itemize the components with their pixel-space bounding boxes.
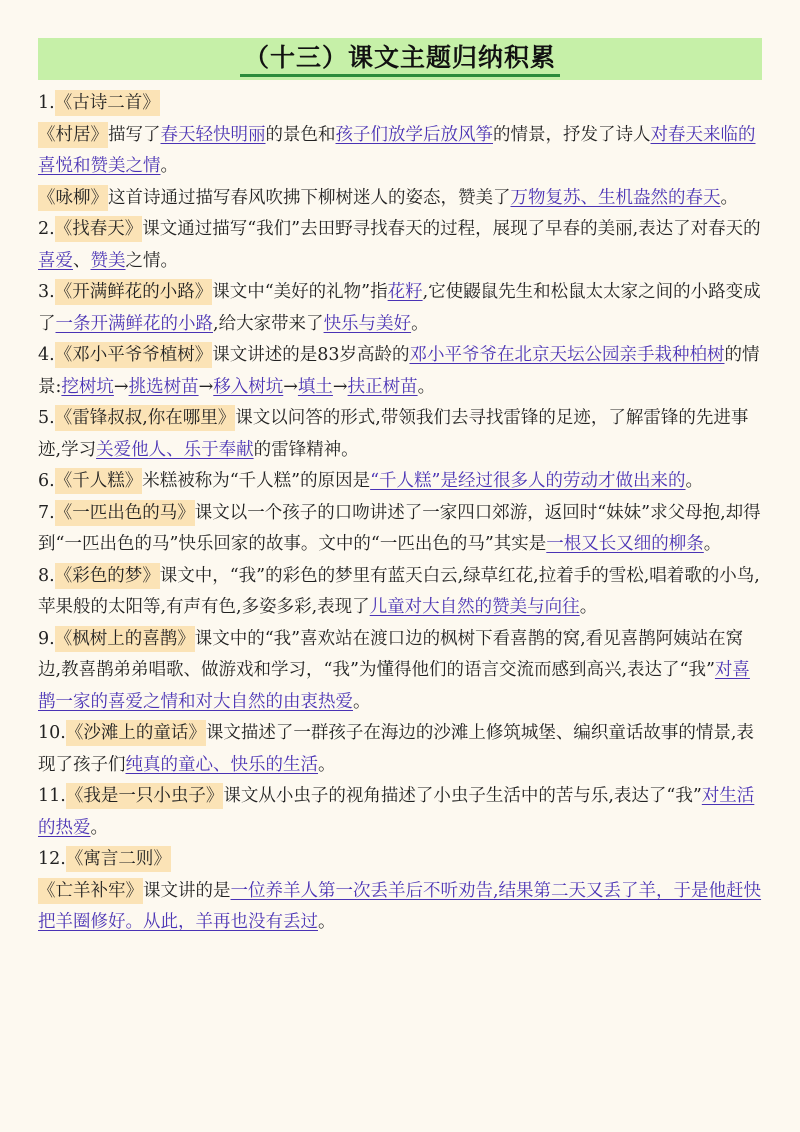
body-text: 课文讲述的是83岁高龄的	[212, 345, 410, 365]
lesson-title: 《亡羊补牢》	[38, 878, 143, 904]
body-text: 课文以一个孩子的口吻讲述了一家四口郊游，返回时“妹妹”求父母抱,却得到“一匹出色的马”快乐回家的故事。文中的“一匹出色的马”其实是	[38, 502, 761, 554]
body-text: 7.	[38, 502, 55, 523]
body-text: 。	[720, 187, 738, 208]
body-text: 1.	[38, 93, 55, 113]
key-phrase: 对生活的热爱	[38, 786, 755, 838]
key-phrase: 扶正树苗	[347, 376, 418, 397]
summary-paragraph	[38, 624, 762, 719]
key-phrase: “千人糕”是经过很多人的劳动才做出来的	[370, 471, 686, 491]
key-phrase: 纯真的童心、快乐的生活	[125, 754, 318, 775]
lesson-title: 《找春天》	[55, 216, 143, 242]
lesson-title: 《我是一只小虫子》	[66, 783, 224, 809]
body-text: 10.	[38, 723, 66, 743]
key-phrase: 花籽	[387, 282, 423, 302]
body-text: 。	[353, 691, 371, 712]
body-text: 的景色和	[265, 124, 336, 145]
body-text: 。	[417, 376, 436, 397]
key-phrase: 儿童对大自然的赞美与向往	[369, 597, 580, 617]
section-heading	[38, 88, 762, 120]
summary-paragraph	[38, 214, 762, 277]
body-text: 之情。	[125, 250, 178, 271]
summary-paragraph	[38, 120, 762, 183]
key-phrase: 万物复苏、生机盎然的春天	[510, 187, 721, 208]
body-text: 课文描述了一群孩子在海边的沙滩上修筑城堡、编织童话故事的情景,表现了孩子们	[38, 723, 754, 775]
key-phrase: 邓小平爷爷在北京天坛公园亲手栽种柏树	[409, 345, 725, 365]
body-text: 课文从小虫子的视角描述了小虫子生活中的苦与乐,表达了“我”	[223, 786, 702, 806]
key-phrase: 孩子们放学后放风筝	[335, 124, 493, 145]
summary-paragraph	[38, 183, 762, 215]
key-phrase: 赞美	[90, 250, 126, 271]
key-phrase: 挖树坑	[61, 376, 114, 397]
body-text: 的情景:	[38, 345, 760, 397]
body-text: 。	[160, 156, 178, 176]
body-text: 。	[318, 912, 336, 932]
lesson-title: 《咏柳》	[38, 185, 108, 211]
key-phrase: 移入树坑	[213, 376, 284, 397]
body-text: 课文中“美好的礼物”指	[212, 282, 388, 302]
body-text: 。	[318, 754, 336, 775]
key-phrase: 对春天来临的喜悦和赞美之情	[38, 124, 756, 176]
body-text: →	[283, 376, 298, 397]
key-phrase: 挑选树苗	[128, 376, 199, 397]
body-text: →	[113, 376, 129, 397]
key-phrase: 一位养羊人第一次丢羊后不听劝告,结果第二天又丢了羊，于是他赶快把羊圈修好。从此，羊再也没有丢过	[38, 880, 762, 932]
body-text: →	[332, 376, 348, 397]
lesson-title: 《枫树上的喜鹊》	[55, 626, 195, 652]
lesson-title: 《村居》	[38, 122, 108, 148]
body-text: 5.	[38, 408, 55, 428]
lesson-title: 《千人糕》	[55, 468, 143, 494]
summary-paragraph	[38, 277, 762, 340]
summary-paragraph	[38, 876, 762, 939]
key-phrase: 一条开满鲜花的小路	[55, 313, 213, 334]
key-phrase: 对喜鹊一家的喜爱之情和对大自然的由衷热爱	[38, 660, 750, 712]
lesson-title: 《邓小平爷爷植树》	[55, 342, 213, 368]
body-text: 12.	[38, 849, 66, 869]
summary-paragraph	[38, 561, 762, 624]
body-text: 的雷锋精神。	[253, 439, 359, 460]
key-phrase: 春天轻快明丽	[160, 124, 266, 145]
key-phrase: 一根又长又细的柳条	[546, 534, 704, 554]
key-phrase: 喜爱	[38, 250, 73, 271]
body-text: ,它使鼹鼠先生和松鼠太太家之间的小路变成了	[38, 282, 761, 334]
body-text: 。	[411, 313, 429, 334]
page-title: （十三）课文主题归纳积累	[240, 42, 560, 77]
key-phrase: 快乐与美好	[323, 313, 412, 334]
body-text: 6.	[38, 471, 55, 491]
body-text: →	[198, 376, 214, 397]
body-text: 课文中的“我”喜欢站在渡口边的枫树下看喜鹊的窝,看见喜鹊阿姨站在窝边,教喜鹊弟弟唱歌、做游戏和学习，“我”为懂得他们的语言交流而感到高兴,表达了“我”	[38, 628, 744, 680]
body-text: 3.	[38, 282, 55, 302]
body-text: 。	[579, 597, 598, 617]
lesson-title: 《沙滩上的童话》	[66, 720, 206, 746]
body-text: ,给大家带来了	[213, 313, 324, 334]
body-text: 8.	[38, 565, 55, 586]
body-text: 这首诗通过描写春风吹拂下柳树迷人的姿态，赞美了	[108, 187, 511, 208]
body-text: 米糕被称为“千人糕”的原因是	[142, 471, 371, 491]
summary-paragraph	[38, 403, 762, 466]
body-text: 课文讲的是	[143, 880, 231, 901]
body-text: 描写了	[108, 124, 161, 145]
lesson-title: 《彩色的梦》	[55, 563, 160, 589]
key-phrase: 关爱他人、乐于奉献	[96, 439, 254, 460]
lesson-title: 《寓言二则》	[66, 846, 171, 872]
summary-paragraph	[38, 466, 762, 498]
body-text: 课文中，“我”的彩色的梦里有蓝天白云,绿草红花,拉着手的雪松,唱着歌的小鸟,苹果般的太阳等,有声有色,多姿多彩,表现了	[38, 565, 760, 617]
lesson-title: 《古诗二首》	[55, 90, 160, 116]
body-text: 。	[703, 534, 722, 554]
body-text: 4.	[38, 345, 55, 365]
body-text: 11.	[38, 786, 66, 806]
body-text: 2.	[38, 219, 55, 239]
content-body	[38, 88, 762, 939]
summary-paragraph	[38, 718, 762, 781]
summary-paragraph	[38, 781, 762, 844]
body-text: 课文通过描写“我们”去田野寻找春天的过程，展现了早春的美丽,表达了对春天的	[142, 219, 761, 239]
title-bar	[38, 38, 762, 80]
lesson-title: 《开满鲜花的小路》	[55, 279, 213, 305]
key-phrase: 填土	[297, 376, 333, 397]
body-text: 9.	[38, 628, 55, 649]
summary-paragraph	[38, 498, 762, 561]
body-text: 、	[73, 250, 91, 271]
body-text: 的情景，抒发了诗人	[493, 124, 651, 145]
summary-paragraph	[38, 340, 762, 403]
body-text: 。	[685, 471, 704, 491]
body-text: 课文以问答的形式,带领我们去寻找雷锋的足迹，了解雷锋的先进事迹,学习	[38, 408, 749, 460]
lesson-title: 《一匹出色的马》	[55, 500, 195, 526]
section-heading	[38, 844, 762, 876]
body-text: 。	[90, 817, 108, 838]
lesson-title: 《雷锋叔叔,你在哪里》	[55, 405, 236, 431]
